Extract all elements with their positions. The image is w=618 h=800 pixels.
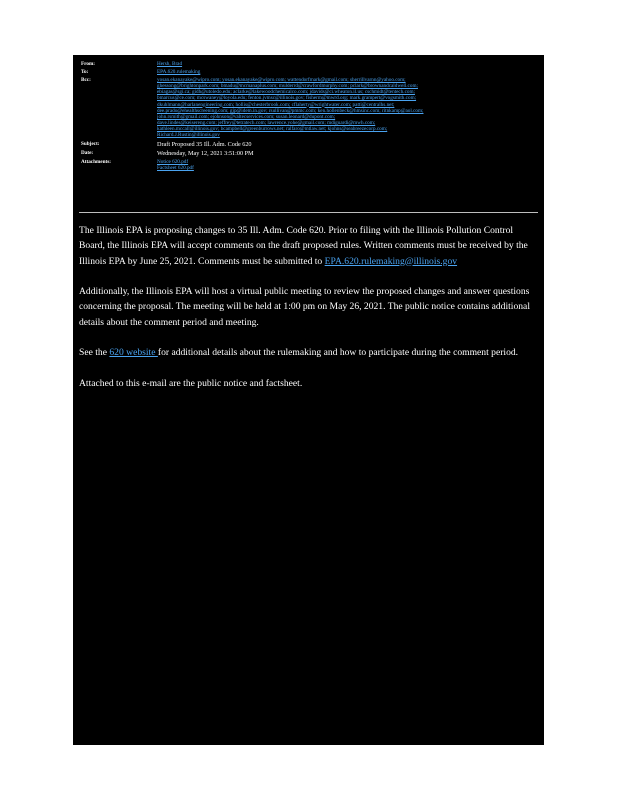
attachments-row bbox=[81, 159, 536, 171]
bcc-line[interactable]: john.rsmith@gmail.com; ejohnson@valtecservices.com; susan.leonard@dupont.com; bbox=[157, 113, 336, 120]
bcc-line[interactable]: kathleen.mccall@illinois.gov; bcampbell@greenburrows.net; ralfaro@mtlaw.net; kjohns@seabreezecorp.com; bbox=[157, 125, 388, 132]
email-body bbox=[79, 223, 531, 407]
body-paragraph-1 bbox=[79, 223, 531, 269]
bcc-list bbox=[157, 77, 536, 138]
bcc-line[interactable]: ghessong@brightonpark.com; bmadu@mcmanaplus.com; mulderrd@crawfordmurphy.com; pclark@brownandcaldwell.com; bbox=[157, 83, 418, 90]
bcc-label: Bcc: bbox=[81, 77, 91, 84]
attachments-label: Attachments: bbox=[81, 159, 111, 166]
paragraph-1-text: The Illinois EPA is proposing changes to 35 Ill. Adm. Code 620. Prior to filing with the Illinois Pollution Control Board, the Illinois EPA will accept comments on the draft proposed rules. Written comments must be received by the Illinois EPA by June 25, 2021. Comments must be submitted to bbox=[79, 225, 528, 267]
paragraph-2-text: Additionally, the Illinois EPA will host a virtual public meeting to review the proposed changes and answer questions concerning the proposal. The meeting will be held at 1:00 pm on May 26, 2021. The public notice contains additional details about the comment period and meeting. bbox=[79, 286, 530, 328]
body-paragraph-3 bbox=[79, 345, 531, 360]
attachment-link[interactable]: Notice 620.pdf bbox=[157, 159, 189, 166]
bcc-line[interactable]: dave.lindes@keisereng.com; jeffrey@tetratech.com; lawrence.yohe@gmail.com; mdiguardi@mwh.com; bbox=[157, 119, 376, 126]
date-row bbox=[81, 149, 536, 158]
body-paragraph-4 bbox=[79, 376, 531, 391]
bcc-line[interactable]: bmarcus@ce.com; mcswaney@loyola.edu; fenton.jvmsc@illinois.gov; fisherm@mwrd.org; mark.grampert@vogsmith.com; bbox=[157, 95, 417, 102]
bcc-line[interactable]: dee.prado@ehealthscreening.com; gjp@idem.in.gov; rsullivan@pmmc.com; ken.hollenbeck@hmsinc.com; ritnkamp@aol.com; bbox=[157, 107, 424, 114]
body-paragraph-2 bbox=[79, 284, 531, 330]
subject-row bbox=[81, 140, 536, 149]
date-label: Date: bbox=[81, 150, 94, 157]
bcc-line[interactable]: yosan.ekanayake@wipro.com; yosan.ekanayake@wipro.com; wattendorfmark@gmail.com; sherrillvarnn@yahoo.com; bbox=[157, 77, 406, 84]
from-row bbox=[81, 61, 536, 67]
paragraph-3-text-after: for additional details about the rulemaking and how to participate during the comment period. bbox=[157, 347, 519, 359]
bcc-line[interactable]: dkuhlmann@harlanengineering.com; hollis@chesterbrook.com; cflaherty@wrightwater.com; patti@centralhs.net; bbox=[157, 101, 395, 108]
date-value: Wednesday, May 12, 2021 3:51:00 PM bbox=[157, 150, 254, 158]
to-value[interactable]: EPA.620.rulemaking bbox=[157, 69, 201, 76]
bcc-row bbox=[81, 77, 536, 138]
from-value[interactable]: Hersh, Brad bbox=[157, 61, 183, 67]
subject-value: Draft Proposed 35 Ill. Adm. Code 620 bbox=[157, 141, 252, 149]
email-document bbox=[73, 55, 544, 745]
header-divider bbox=[79, 212, 538, 213]
paragraph-4-text: Attached to this e-mail are the public notice and factsheet. bbox=[79, 377, 303, 389]
from-label: From: bbox=[81, 61, 96, 67]
subject-label: Subject: bbox=[81, 141, 100, 148]
to-label: To: bbox=[81, 69, 89, 76]
attachment-link[interactable]: Factsheet 620.pdf bbox=[157, 165, 194, 172]
to-row bbox=[81, 69, 536, 75]
rulemaking-email-link[interactable]: EPA.620.rulemaking@illinois.gov bbox=[324, 255, 458, 267]
paragraph-3-text-before: See the bbox=[79, 347, 110, 359]
bcc-line[interactable]: Richard.J.Rustin@illinois.gov bbox=[157, 132, 220, 139]
email-header bbox=[81, 61, 536, 171]
attachments-list bbox=[157, 159, 536, 171]
bcc-line[interactable]: ebiagas@sgi.ca; gidh@utoledo.edu; aclarke@lakewoodchemicalco.com; jdavids@ci.wheaton.il.us; cschmidt@tentech.com; bbox=[157, 89, 415, 96]
website-link[interactable]: 620 website bbox=[109, 347, 158, 359]
